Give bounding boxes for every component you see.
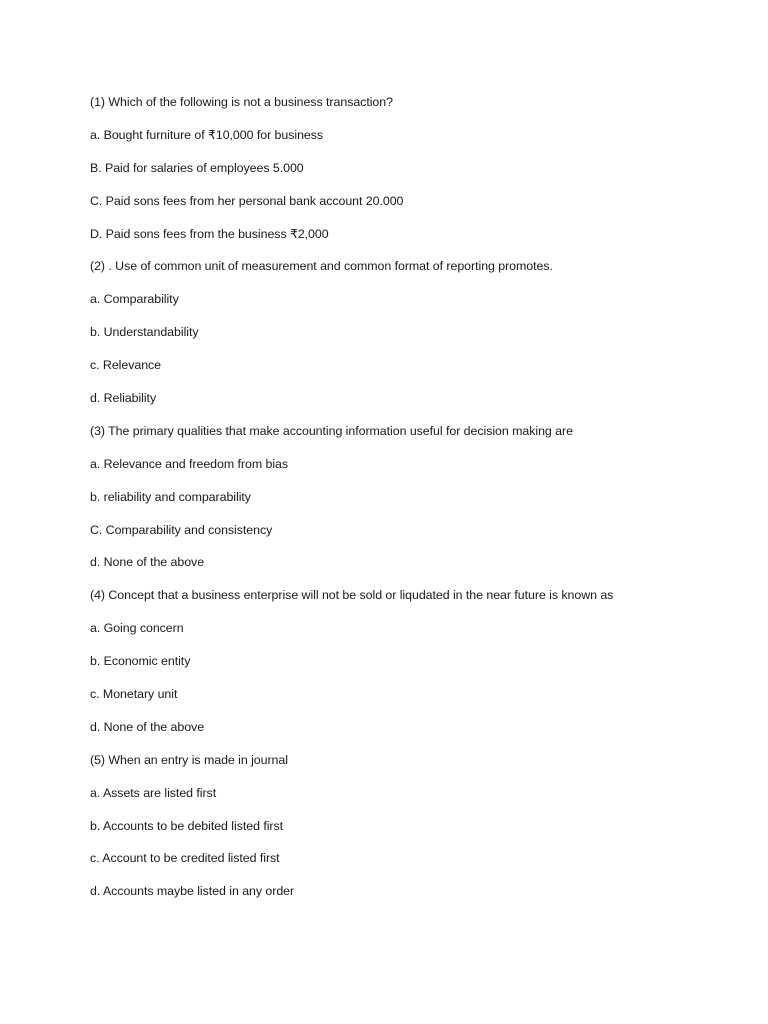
question-4-option-b: b. Economic entity [90, 654, 191, 669]
question-1-option-d: D. Paid sons fees from the business ₹2,000 [90, 226, 329, 241]
question-4-prompt: (4) Concept that a business enterprise will not be sold or liqudated in the near future is known as [90, 588, 614, 603]
question-3-option-b: b. reliability and comparability [90, 489, 251, 504]
question-1-prompt: (1) Which of the following is not a business transaction? [90, 95, 393, 109]
question-3-option-c: C. Comparability and consistency [90, 522, 273, 537]
question-2-prompt: (2) . Use of common unit of measurement and common format of reporting promotes. [90, 259, 553, 274]
question-5-option-b: b. Accounts to be debited listed first [90, 818, 284, 833]
question-2-option-a: a. Comparability [90, 292, 179, 307]
question-1-option-b: B. Paid for salaries of employees 5.000 [90, 160, 304, 175]
question-2-option-d: d. Reliability [90, 391, 157, 406]
question-5-prompt: (5) When an entry is made in journal [90, 752, 288, 767]
question-3-prompt: (3) The primary qualities that make accounting information useful for decision making are [90, 423, 573, 438]
question-1-option-a: a. Bought furniture of ₹10,000 for business [90, 127, 324, 142]
question-5-option-c: c. Account to be credited listed first [90, 851, 280, 866]
question-4-option-d: d. None of the above [90, 719, 205, 734]
question-2-option-b: b. Understandability [90, 325, 199, 340]
question-2-option-c: c. Relevance [90, 358, 162, 373]
question-4-option-a: a. Going concern [90, 621, 184, 636]
question-3-option-a: a. Relevance and freedom from bias [90, 456, 289, 471]
question-1-option-c: C. Paid sons fees from her personal bank account 20.000 [90, 193, 404, 208]
question-4-option-c: c. Monetary unit [90, 687, 178, 702]
question-5-option-a: a. Assets are listed first [90, 785, 217, 800]
question-list [90, 93, 740, 915]
question-5-option-d: d. Accounts maybe listed in any order [90, 884, 295, 899]
question-3-option-d: d. None of the above [90, 555, 205, 570]
